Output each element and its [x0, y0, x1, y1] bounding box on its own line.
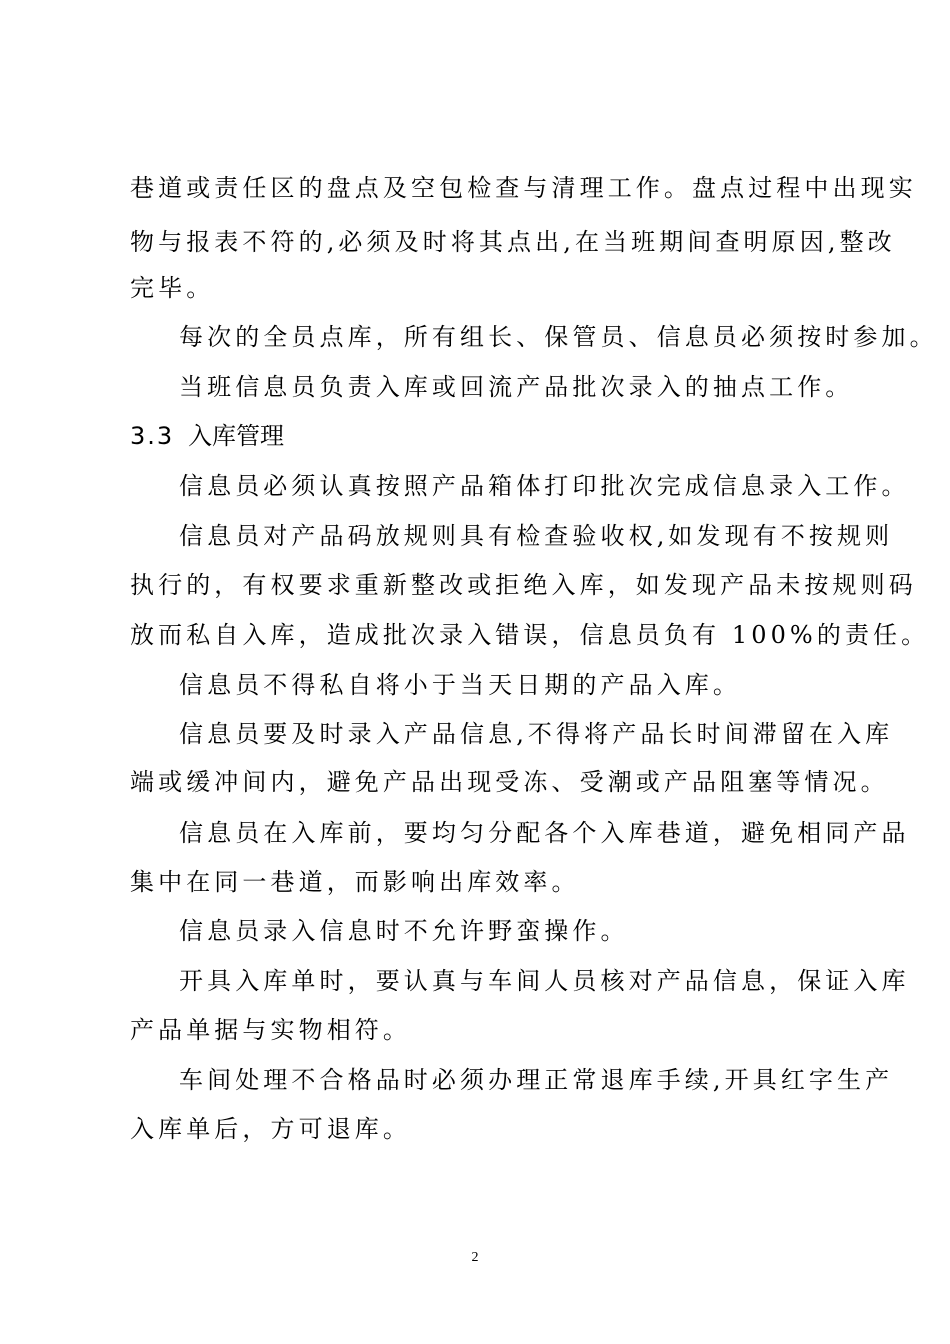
body-text-line: 每次的全员点库，所有组长、保管员、信息员必须按时参加。 [179, 323, 938, 351]
body-text-line: 入库单后，方可退库。 [130, 1115, 411, 1143]
section-heading [130, 419, 284, 453]
body-text-line: 当班信息员负责入库或回流产品批次录入的抽点工作。 [179, 373, 854, 401]
section-number: 3.3 [130, 422, 175, 450]
body-text-line: 车间处理不合格品时必须办理正常退库手续,开具红字生产 [179, 1066, 894, 1094]
body-text-line: 信息员要及时录入产品信息,不得将产品长时间滞留在入库 [179, 720, 894, 748]
body-text-line: 物与报表不符的,必须及时将其点出,在当班期间查明原因,整改 [130, 228, 896, 256]
body-text-line: 信息员录入信息时不允许野蛮操作。 [179, 917, 629, 945]
body-text-line: 巷道或责任区的盘点及空包检查与清理工作。盘点过程中出现实 [130, 174, 917, 202]
body-text-line: 信息员必须认真按照产品箱体打印批次完成信息录入工作。 [179, 472, 910, 500]
page-number: 2 [471, 1250, 479, 1265]
body-text-line: 信息员在入库前，要均匀分配各个入库巷道，避免相同产品 [179, 819, 910, 847]
body-text-line: 信息员不得私自将小于当天日期的产品入库。 [179, 671, 741, 699]
body-text-line: 放而私自入库，造成批次录入错误，信息员负有 100%的责任。 [130, 621, 930, 649]
body-text-line: 开具入库单时，要认真与车间人员核对产品信息，保证入库 [179, 967, 910, 995]
body-text-line: 集中在同一巷道，而影响出库效率。 [130, 868, 580, 896]
body-text-line: 产品单据与实物相符。 [130, 1016, 411, 1044]
section-title: 入库管理 [188, 422, 284, 450]
body-text-line: 信息员对产品码放规则具有检查验收权,如发现有不按规则 [179, 522, 894, 550]
body-text-line: 执行的，有权要求重新整改或拒绝入库，如发现产品未按规则码 [130, 571, 917, 599]
body-text-line: 端或缓冲间内，避免产品出现受冻、受潮或产品阻塞等情况。 [130, 768, 889, 796]
body-text-line: 完毕。 [130, 274, 215, 302]
